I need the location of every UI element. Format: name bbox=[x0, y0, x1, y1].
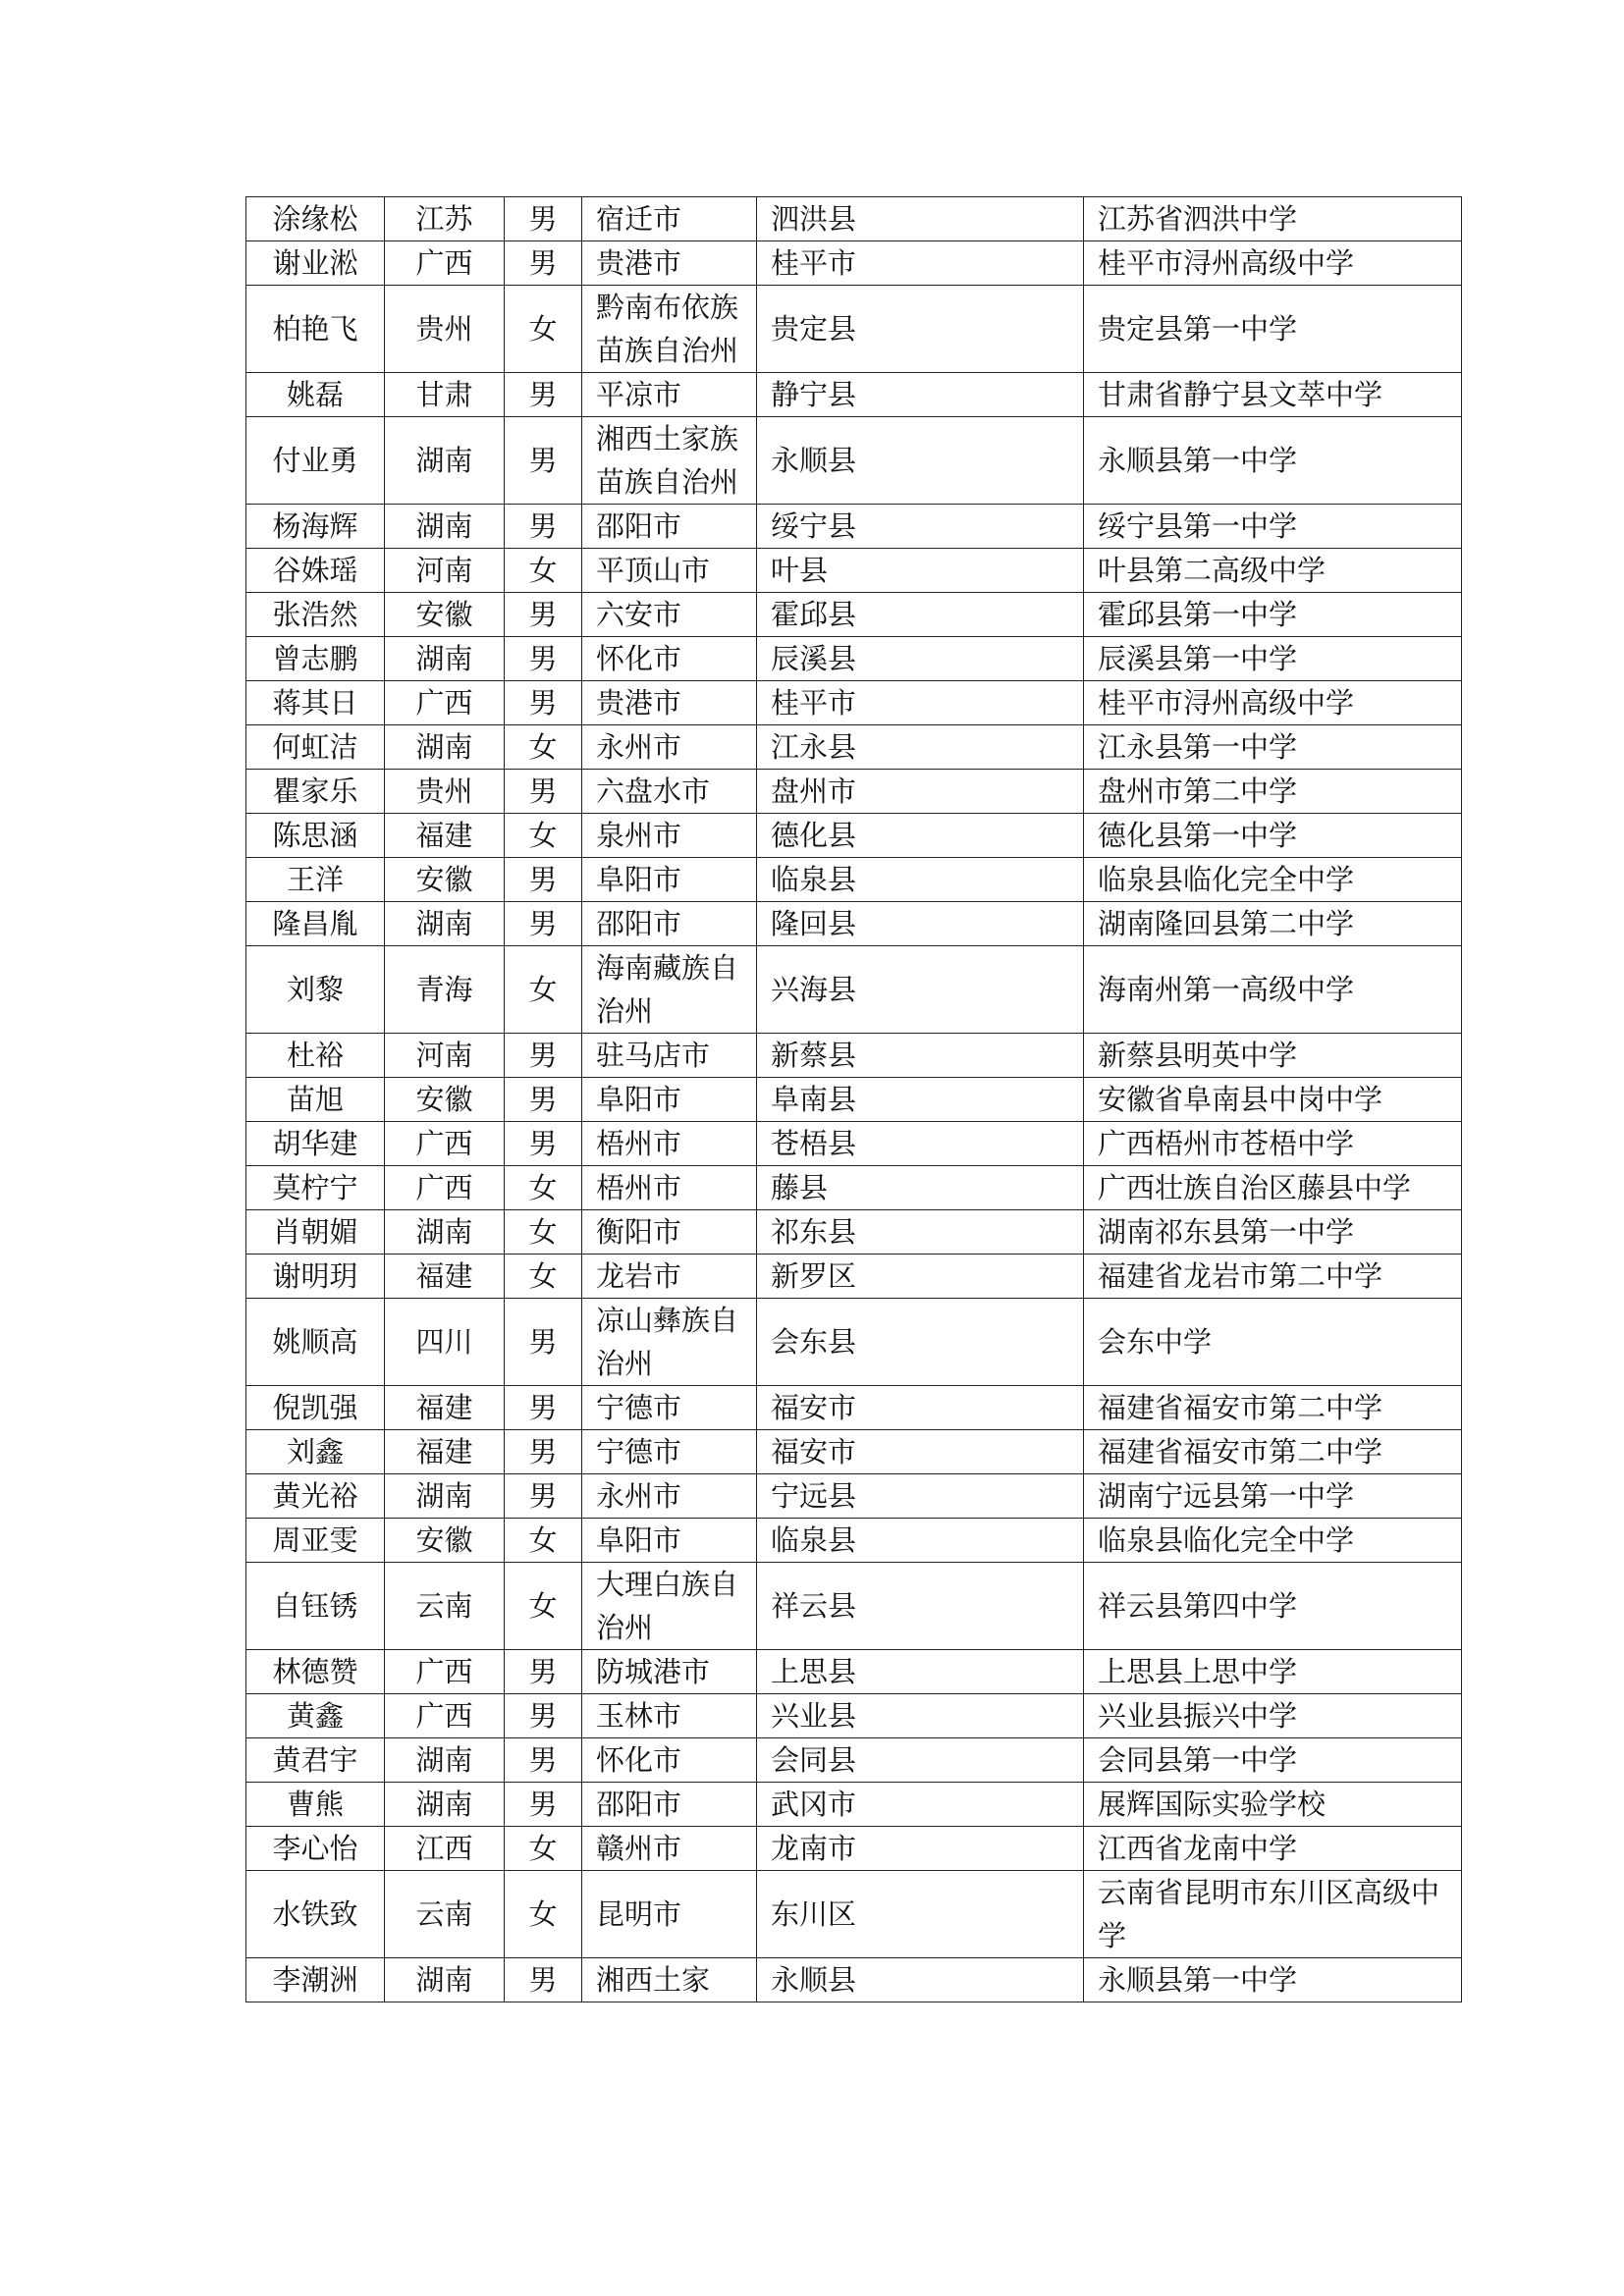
cell-school: 展辉国际实验学校 bbox=[1084, 1783, 1462, 1827]
cell-school: 德化县第一中学 bbox=[1084, 814, 1462, 858]
cell-county: 霍邱县 bbox=[757, 593, 1084, 637]
cell-province: 贵州 bbox=[385, 770, 505, 814]
cell-name: 王洋 bbox=[246, 858, 385, 902]
cell-gender: 男 bbox=[505, 858, 582, 902]
cell-name: 李心怡 bbox=[246, 1827, 385, 1871]
cell-gender: 男 bbox=[505, 417, 582, 505]
cell-city: 海南藏族自治州 bbox=[582, 946, 757, 1034]
table-row bbox=[246, 1519, 1462, 1563]
cell-province: 广西 bbox=[385, 1650, 505, 1694]
cell-gender: 女 bbox=[505, 814, 582, 858]
cell-county: 阜南县 bbox=[757, 1078, 1084, 1122]
cell-gender: 女 bbox=[505, 725, 582, 770]
cell-province: 广西 bbox=[385, 241, 505, 286]
cell-county: 龙南市 bbox=[757, 1827, 1084, 1871]
cell-province: 湖南 bbox=[385, 902, 505, 946]
table-row bbox=[246, 770, 1462, 814]
cell-province: 湖南 bbox=[385, 1210, 505, 1255]
cell-province: 安徽 bbox=[385, 1519, 505, 1563]
cell-city: 贵港市 bbox=[582, 241, 757, 286]
cell-county: 藤县 bbox=[757, 1166, 1084, 1210]
cell-gender: 男 bbox=[505, 505, 582, 549]
cell-name: 肖朝媚 bbox=[246, 1210, 385, 1255]
cell-city: 六盘水市 bbox=[582, 770, 757, 814]
cell-city: 阜阳市 bbox=[582, 858, 757, 902]
cell-gender: 男 bbox=[505, 241, 582, 286]
cell-name: 谢业淞 bbox=[246, 241, 385, 286]
table-row bbox=[246, 681, 1462, 725]
cell-name: 瞿家乐 bbox=[246, 770, 385, 814]
table-row bbox=[246, 197, 1462, 241]
table-row bbox=[246, 725, 1462, 770]
cell-city: 平凉市 bbox=[582, 373, 757, 417]
cell-county: 江永县 bbox=[757, 725, 1084, 770]
cell-gender: 男 bbox=[505, 593, 582, 637]
cell-name: 倪凯强 bbox=[246, 1386, 385, 1430]
student-table bbox=[245, 196, 1462, 2002]
cell-school: 叶县第二高级中学 bbox=[1084, 549, 1462, 593]
table-row bbox=[246, 549, 1462, 593]
table-row bbox=[246, 1650, 1462, 1694]
table-row bbox=[246, 1783, 1462, 1827]
cell-province: 云南 bbox=[385, 1871, 505, 1958]
cell-school: 江西省龙南中学 bbox=[1084, 1827, 1462, 1871]
table-row bbox=[246, 1166, 1462, 1210]
table-row bbox=[246, 1430, 1462, 1474]
cell-name: 涂缘松 bbox=[246, 197, 385, 241]
cell-school: 新蔡县明英中学 bbox=[1084, 1034, 1462, 1078]
cell-city: 贵港市 bbox=[582, 681, 757, 725]
table-row bbox=[246, 241, 1462, 286]
cell-city: 阜阳市 bbox=[582, 1078, 757, 1122]
cell-name: 林德赞 bbox=[246, 1650, 385, 1694]
cell-gender: 女 bbox=[505, 1210, 582, 1255]
cell-gender: 女 bbox=[505, 946, 582, 1034]
cell-school: 永顺县第一中学 bbox=[1084, 417, 1462, 505]
cell-province: 四川 bbox=[385, 1299, 505, 1386]
cell-city: 湘西土家 bbox=[582, 1958, 757, 2002]
cell-city: 凉山彝族自治州 bbox=[582, 1299, 757, 1386]
cell-city: 衡阳市 bbox=[582, 1210, 757, 1255]
cell-province: 广西 bbox=[385, 1694, 505, 1738]
cell-school: 湖南隆回县第二中学 bbox=[1084, 902, 1462, 946]
cell-school: 会同县第一中学 bbox=[1084, 1738, 1462, 1783]
cell-school: 甘肃省静宁县文萃中学 bbox=[1084, 373, 1462, 417]
cell-county: 辰溪县 bbox=[757, 637, 1084, 681]
cell-name: 姚磊 bbox=[246, 373, 385, 417]
table-row bbox=[246, 1827, 1462, 1871]
table-row bbox=[246, 1210, 1462, 1255]
cell-school: 福建省龙岩市第二中学 bbox=[1084, 1255, 1462, 1299]
cell-province: 青海 bbox=[385, 946, 505, 1034]
cell-school: 贵定县第一中学 bbox=[1084, 286, 1462, 373]
cell-name: 水铁致 bbox=[246, 1871, 385, 1958]
cell-school: 湖南宁远县第一中学 bbox=[1084, 1474, 1462, 1519]
cell-county: 苍梧县 bbox=[757, 1122, 1084, 1166]
cell-school: 兴业县振兴中学 bbox=[1084, 1694, 1462, 1738]
cell-province: 广西 bbox=[385, 1122, 505, 1166]
table-row bbox=[246, 858, 1462, 902]
cell-county: 武冈市 bbox=[757, 1783, 1084, 1827]
cell-province: 湖南 bbox=[385, 417, 505, 505]
cell-school: 广西梧州市苍梧中学 bbox=[1084, 1122, 1462, 1166]
cell-county: 德化县 bbox=[757, 814, 1084, 858]
cell-city: 黔南布依族苗族自治州 bbox=[582, 286, 757, 373]
student-table-body bbox=[246, 197, 1462, 2002]
cell-school: 临泉县临化完全中学 bbox=[1084, 1519, 1462, 1563]
cell-province: 湖南 bbox=[385, 1958, 505, 2002]
cell-name: 自钰锈 bbox=[246, 1563, 385, 1650]
cell-city: 泉州市 bbox=[582, 814, 757, 858]
cell-province: 福建 bbox=[385, 1430, 505, 1474]
cell-name: 张浩然 bbox=[246, 593, 385, 637]
cell-county: 兴业县 bbox=[757, 1694, 1084, 1738]
cell-county: 桂平市 bbox=[757, 681, 1084, 725]
cell-school: 江永县第一中学 bbox=[1084, 725, 1462, 770]
cell-name: 黄鑫 bbox=[246, 1694, 385, 1738]
cell-gender: 女 bbox=[505, 1519, 582, 1563]
cell-province: 江苏 bbox=[385, 197, 505, 241]
cell-school: 福建省福安市第二中学 bbox=[1084, 1430, 1462, 1474]
table-row bbox=[246, 373, 1462, 417]
cell-province: 湖南 bbox=[385, 1738, 505, 1783]
cell-province: 江西 bbox=[385, 1827, 505, 1871]
cell-name: 姚顺高 bbox=[246, 1299, 385, 1386]
cell-gender: 男 bbox=[505, 1299, 582, 1386]
cell-gender: 女 bbox=[505, 286, 582, 373]
cell-county: 宁远县 bbox=[757, 1474, 1084, 1519]
cell-gender: 男 bbox=[505, 1386, 582, 1430]
cell-name: 莫柠宁 bbox=[246, 1166, 385, 1210]
cell-city: 梧州市 bbox=[582, 1166, 757, 1210]
cell-name: 蒋其日 bbox=[246, 681, 385, 725]
cell-city: 阜阳市 bbox=[582, 1519, 757, 1563]
cell-province: 湖南 bbox=[385, 725, 505, 770]
cell-county: 永顺县 bbox=[757, 417, 1084, 505]
cell-county: 兴海县 bbox=[757, 946, 1084, 1034]
table-row bbox=[246, 1299, 1462, 1386]
cell-city: 赣州市 bbox=[582, 1827, 757, 1871]
cell-gender: 女 bbox=[505, 1871, 582, 1958]
cell-county: 会东县 bbox=[757, 1299, 1084, 1386]
cell-name: 何虹洁 bbox=[246, 725, 385, 770]
cell-name: 柏艳飞 bbox=[246, 286, 385, 373]
cell-province: 福建 bbox=[385, 1255, 505, 1299]
cell-city: 怀化市 bbox=[582, 637, 757, 681]
cell-gender: 男 bbox=[505, 1694, 582, 1738]
cell-name: 刘鑫 bbox=[246, 1430, 385, 1474]
cell-city: 宁德市 bbox=[582, 1430, 757, 1474]
table-row bbox=[246, 637, 1462, 681]
cell-school: 会东中学 bbox=[1084, 1299, 1462, 1386]
cell-gender: 男 bbox=[505, 197, 582, 241]
table-row bbox=[246, 946, 1462, 1034]
cell-name: 刘黎 bbox=[246, 946, 385, 1034]
cell-county: 叶县 bbox=[757, 549, 1084, 593]
cell-gender: 女 bbox=[505, 1166, 582, 1210]
cell-school: 福建省福安市第二中学 bbox=[1084, 1386, 1462, 1430]
cell-school: 广西壮族自治区藤县中学 bbox=[1084, 1166, 1462, 1210]
cell-school: 祥云县第四中学 bbox=[1084, 1563, 1462, 1650]
cell-school: 江苏省泗洪中学 bbox=[1084, 197, 1462, 241]
cell-city: 湘西土家族苗族自治州 bbox=[582, 417, 757, 505]
table-row bbox=[246, 1122, 1462, 1166]
cell-city: 昆明市 bbox=[582, 1871, 757, 1958]
table-row bbox=[246, 417, 1462, 505]
cell-gender: 男 bbox=[505, 1474, 582, 1519]
cell-name: 陈思涵 bbox=[246, 814, 385, 858]
cell-city: 怀化市 bbox=[582, 1738, 757, 1783]
cell-gender: 男 bbox=[505, 1783, 582, 1827]
cell-name: 杜裕 bbox=[246, 1034, 385, 1078]
cell-city: 邵阳市 bbox=[582, 505, 757, 549]
cell-county: 桂平市 bbox=[757, 241, 1084, 286]
cell-name: 黄光裕 bbox=[246, 1474, 385, 1519]
cell-county: 永顺县 bbox=[757, 1958, 1084, 2002]
cell-name: 杨海辉 bbox=[246, 505, 385, 549]
cell-province: 湖南 bbox=[385, 1474, 505, 1519]
table-row bbox=[246, 593, 1462, 637]
cell-school: 上思县上思中学 bbox=[1084, 1650, 1462, 1694]
table-row bbox=[246, 505, 1462, 549]
cell-gender: 男 bbox=[505, 1958, 582, 2002]
cell-county: 东川区 bbox=[757, 1871, 1084, 1958]
cell-province: 湖南 bbox=[385, 1783, 505, 1827]
cell-city: 梧州市 bbox=[582, 1122, 757, 1166]
cell-province: 安徽 bbox=[385, 1078, 505, 1122]
table-row bbox=[246, 1871, 1462, 1958]
cell-county: 会同县 bbox=[757, 1738, 1084, 1783]
cell-county: 祁东县 bbox=[757, 1210, 1084, 1255]
cell-city: 宿迁市 bbox=[582, 197, 757, 241]
table-row bbox=[246, 814, 1462, 858]
table-row bbox=[246, 1255, 1462, 1299]
cell-province: 甘肃 bbox=[385, 373, 505, 417]
cell-city: 宁德市 bbox=[582, 1386, 757, 1430]
table-row bbox=[246, 1694, 1462, 1738]
cell-school: 盘州市第二中学 bbox=[1084, 770, 1462, 814]
table-row bbox=[246, 1474, 1462, 1519]
cell-province: 福建 bbox=[385, 814, 505, 858]
cell-county: 静宁县 bbox=[757, 373, 1084, 417]
cell-county: 福安市 bbox=[757, 1430, 1084, 1474]
cell-city: 永州市 bbox=[582, 725, 757, 770]
cell-name: 周亚雯 bbox=[246, 1519, 385, 1563]
cell-school: 海南州第一高级中学 bbox=[1084, 946, 1462, 1034]
cell-city: 永州市 bbox=[582, 1474, 757, 1519]
cell-gender: 男 bbox=[505, 637, 582, 681]
cell-city: 玉林市 bbox=[582, 1694, 757, 1738]
cell-school: 霍邱县第一中学 bbox=[1084, 593, 1462, 637]
table-row bbox=[246, 1958, 1462, 2002]
cell-county: 新蔡县 bbox=[757, 1034, 1084, 1078]
cell-province: 安徽 bbox=[385, 593, 505, 637]
cell-county: 临泉县 bbox=[757, 1519, 1084, 1563]
cell-school: 湖南祁东县第一中学 bbox=[1084, 1210, 1462, 1255]
table-row bbox=[246, 1034, 1462, 1078]
cell-county: 临泉县 bbox=[757, 858, 1084, 902]
cell-province: 河南 bbox=[385, 549, 505, 593]
cell-gender: 男 bbox=[505, 902, 582, 946]
cell-county: 隆回县 bbox=[757, 902, 1084, 946]
cell-gender: 男 bbox=[505, 1034, 582, 1078]
cell-city: 邵阳市 bbox=[582, 902, 757, 946]
cell-city: 平顶山市 bbox=[582, 549, 757, 593]
cell-province: 河南 bbox=[385, 1034, 505, 1078]
cell-school: 永顺县第一中学 bbox=[1084, 1958, 1462, 2002]
cell-province: 广西 bbox=[385, 1166, 505, 1210]
cell-gender: 男 bbox=[505, 1430, 582, 1474]
cell-name: 李潮洲 bbox=[246, 1958, 385, 2002]
cell-gender: 男 bbox=[505, 1122, 582, 1166]
cell-school: 绥宁县第一中学 bbox=[1084, 505, 1462, 549]
cell-province: 广西 bbox=[385, 681, 505, 725]
cell-gender: 女 bbox=[505, 549, 582, 593]
cell-county: 祥云县 bbox=[757, 1563, 1084, 1650]
cell-name: 胡华建 bbox=[246, 1122, 385, 1166]
cell-school: 云南省昆明市东川区高级中学 bbox=[1084, 1871, 1462, 1958]
cell-province: 福建 bbox=[385, 1386, 505, 1430]
table-row bbox=[246, 286, 1462, 373]
cell-school: 桂平市浔州高级中学 bbox=[1084, 241, 1462, 286]
cell-name: 曹熊 bbox=[246, 1783, 385, 1827]
cell-name: 谷姝瑶 bbox=[246, 549, 385, 593]
table-row bbox=[246, 1078, 1462, 1122]
cell-school: 辰溪县第一中学 bbox=[1084, 637, 1462, 681]
cell-name: 黄君宇 bbox=[246, 1738, 385, 1783]
cell-city: 邵阳市 bbox=[582, 1783, 757, 1827]
table-row bbox=[246, 1563, 1462, 1650]
cell-name: 苗旭 bbox=[246, 1078, 385, 1122]
cell-province: 贵州 bbox=[385, 286, 505, 373]
cell-gender: 男 bbox=[505, 1650, 582, 1694]
cell-name: 隆昌胤 bbox=[246, 902, 385, 946]
cell-province: 湖南 bbox=[385, 505, 505, 549]
cell-school: 临泉县临化完全中学 bbox=[1084, 858, 1462, 902]
cell-city: 驻马店市 bbox=[582, 1034, 757, 1078]
cell-county: 新罗区 bbox=[757, 1255, 1084, 1299]
cell-county: 贵定县 bbox=[757, 286, 1084, 373]
cell-county: 福安市 bbox=[757, 1386, 1084, 1430]
cell-name: 曾志鹏 bbox=[246, 637, 385, 681]
cell-city: 六安市 bbox=[582, 593, 757, 637]
table-row bbox=[246, 1738, 1462, 1783]
cell-province: 云南 bbox=[385, 1563, 505, 1650]
cell-gender: 男 bbox=[505, 1738, 582, 1783]
cell-name: 付业勇 bbox=[246, 417, 385, 505]
cell-gender: 男 bbox=[505, 373, 582, 417]
cell-gender: 女 bbox=[505, 1255, 582, 1299]
cell-city: 大理白族自治州 bbox=[582, 1563, 757, 1650]
cell-province: 安徽 bbox=[385, 858, 505, 902]
table-row bbox=[246, 902, 1462, 946]
cell-gender: 男 bbox=[505, 1078, 582, 1122]
cell-gender: 男 bbox=[505, 770, 582, 814]
cell-school: 桂平市浔州高级中学 bbox=[1084, 681, 1462, 725]
table-row bbox=[246, 1386, 1462, 1430]
cell-county: 绥宁县 bbox=[757, 505, 1084, 549]
cell-county: 盘州市 bbox=[757, 770, 1084, 814]
cell-province: 湖南 bbox=[385, 637, 505, 681]
cell-gender: 女 bbox=[505, 1827, 582, 1871]
cell-city: 防城港市 bbox=[582, 1650, 757, 1694]
cell-gender: 男 bbox=[505, 681, 582, 725]
cell-county: 上思县 bbox=[757, 1650, 1084, 1694]
cell-name: 谢明玥 bbox=[246, 1255, 385, 1299]
cell-city: 龙岩市 bbox=[582, 1255, 757, 1299]
cell-school: 安徽省阜南县中岗中学 bbox=[1084, 1078, 1462, 1122]
cell-gender: 女 bbox=[505, 1563, 582, 1650]
cell-county: 泗洪县 bbox=[757, 197, 1084, 241]
